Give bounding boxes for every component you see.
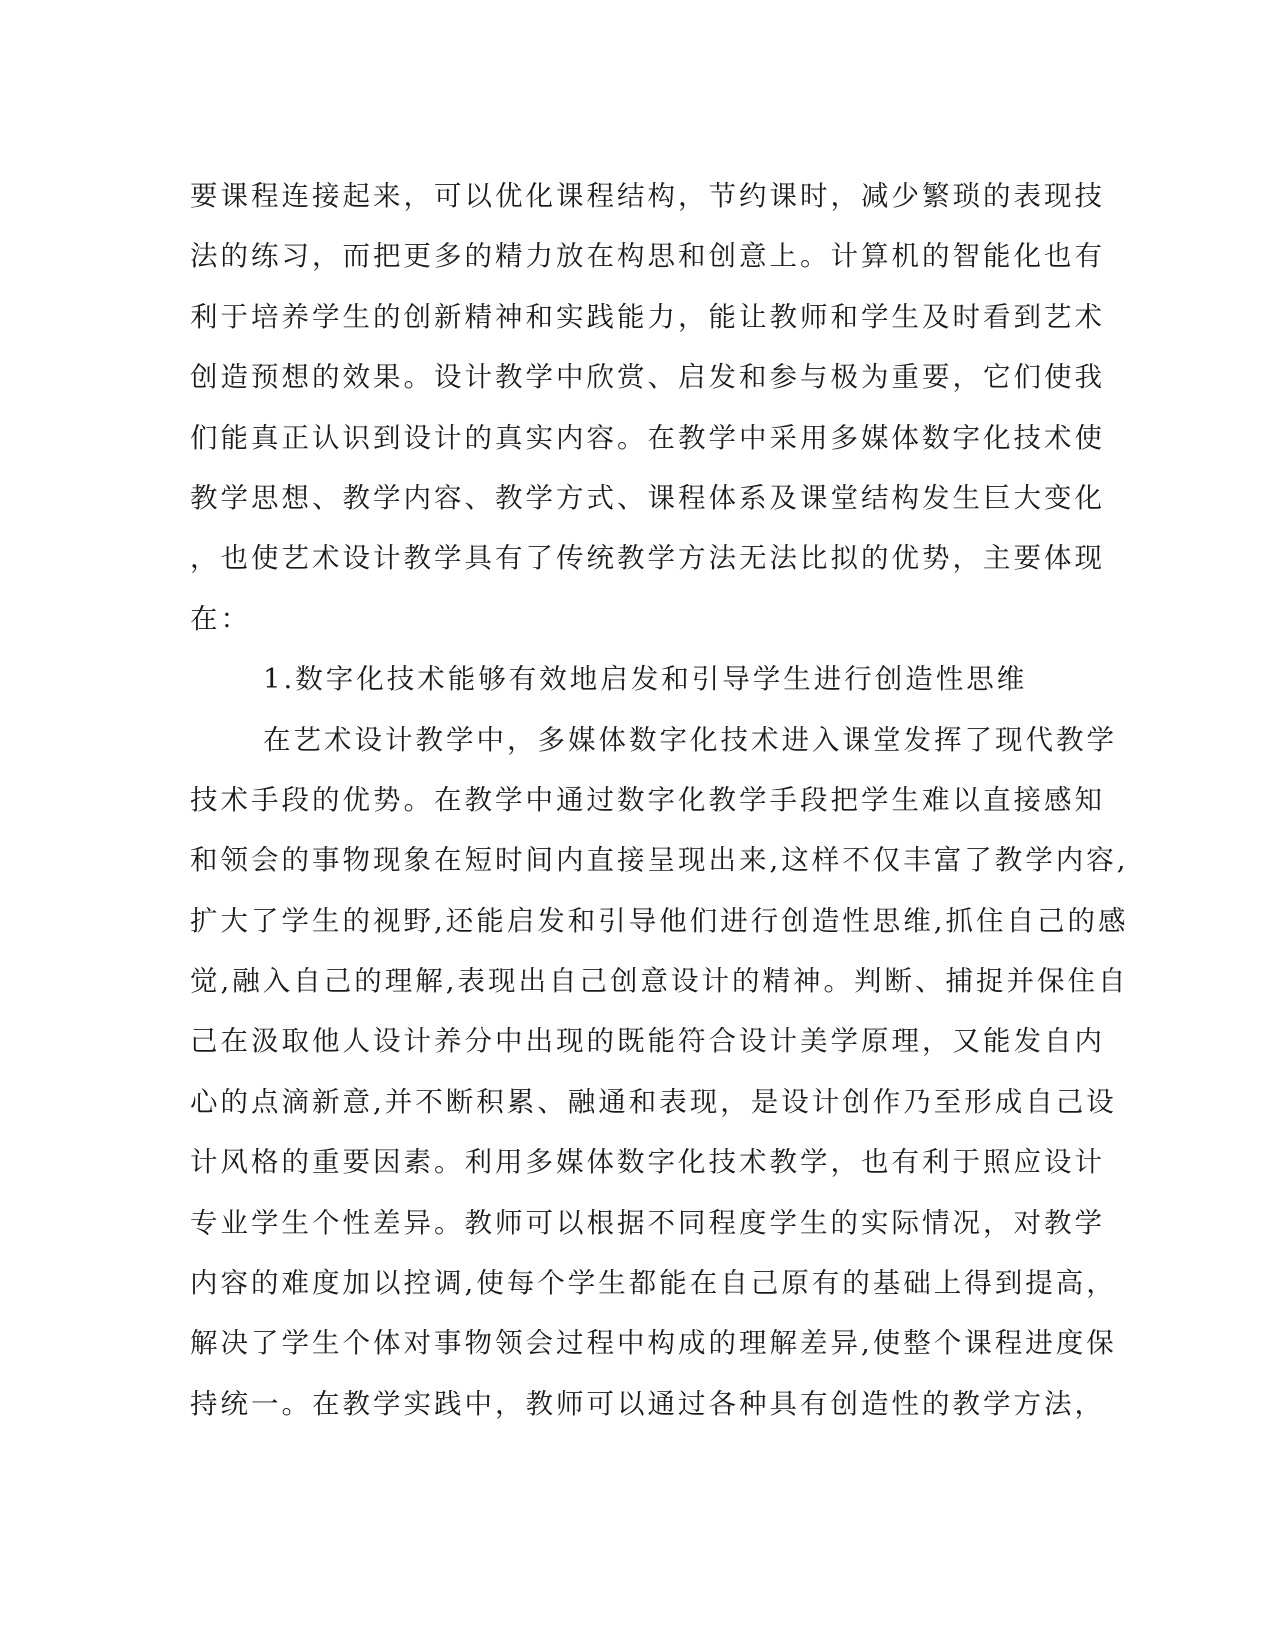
text-line: 在：: [190, 602, 251, 635]
text-line: 己在汲取他人设计养分中出现的既能符合设计美学原理，又能发自内: [190, 1025, 1105, 1058]
text-line: 专业学生个性差异。教师可以根据不同程度学生的实际情况，对教学: [190, 1206, 1105, 1239]
text-line: 心的点滴新意,并不断积累、融通和表现，是设计创作乃至形成自己设: [190, 1085, 1117, 1118]
text-line: ，也使艺术设计教学具有了传统教学方法无法比拟的优势，主要体现: [190, 542, 1105, 575]
text-line: 教学思想、教学内容、教学方式、课程体系及课堂结构发生巨大变化: [190, 481, 1105, 514]
text-line: 法的练习，而把更多的精力放在构思和创意上。计算机的智能化也有: [190, 240, 1105, 273]
text-line: 持统一。在教学实践中，教师可以通过各种具有创造性的教学方法，: [190, 1387, 1105, 1420]
text-line: 觉,融入自己的理解,表现出自己创意设计的精神。判断、捕捉并保住自: [190, 965, 1129, 998]
text-line: 内容的难度加以控调,使每个学生都能在自己原有的基础上得到提高，: [190, 1267, 1117, 1300]
text-line: 们能真正认识到设计的真实内容。在教学中采用多媒体数字化技术使: [190, 421, 1105, 454]
text-line: 扩大了学生的视野,还能启发和引导他们进行创造性思维,抓住自己的感: [190, 904, 1129, 937]
text-line: 计风格的重要因素。利用多媒体数字化技术教学，也有利于照应设计: [190, 1146, 1105, 1179]
text-line: 解决了学生个体对事物领会过程中构成的理解差异,使整个课程进度保: [190, 1327, 1117, 1360]
paragraph-start-line: 在艺术设计教学中，多媒体数字化技术进入课堂发挥了现代教学: [263, 723, 1117, 756]
text-line: 利于培养学生的创新精神和实践能力，能让教师和学生及时看到艺术: [190, 300, 1105, 333]
text-line: 技术手段的优势。在教学中通过数字化教学手段把学生难以直接感知: [190, 783, 1105, 816]
body-text: [190, 166, 1129, 1434]
section-heading: 1.数字化技术能够有效地启发和引导学生进行创造性思维: [263, 663, 1028, 696]
text-line: 要课程连接起来，可以优化课程结构，节约课时，减少繁琐的表现技: [190, 180, 1105, 212]
text-line: 创造预想的效果。设计教学中欣赏、启发和参与极为重要，它们使我: [190, 361, 1105, 394]
text-line: 和领会的事物现象在短时间内直接呈现出来,这样不仅丰富了教学内容,: [190, 844, 1129, 877]
